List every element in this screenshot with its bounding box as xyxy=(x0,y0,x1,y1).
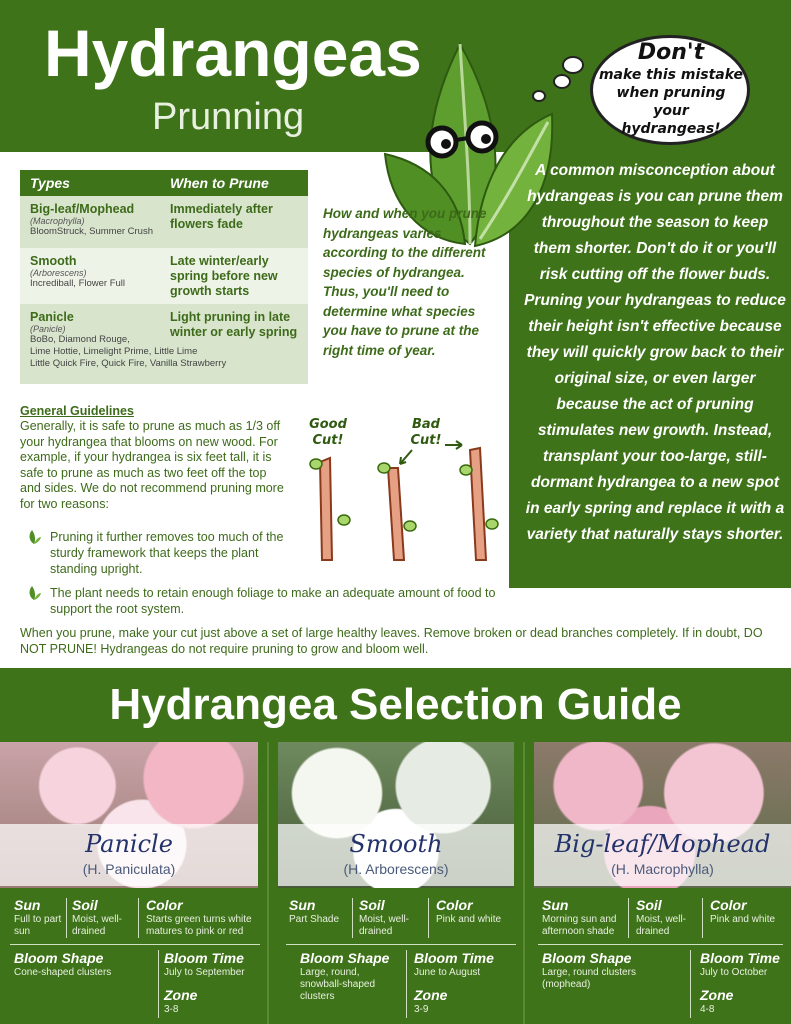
table-header-when: When to Prune xyxy=(170,175,269,191)
closing-paragraph: When you prune, make your cut just above a set of large healthy leaves. Remove broken or dead branches completely. If in doubt, DO NOT PRUNE! Hydrangeas do not require pruning to grow and bloom well. xyxy=(20,626,763,656)
bloom-shape-heading: Bloom Shape xyxy=(300,950,390,966)
zone-value: 3-8 xyxy=(164,1004,179,1015)
table-row xyxy=(20,196,308,248)
row-type-varieties: Little Quick Fire, Quick Fire, Vanilla Strawberry xyxy=(30,358,227,369)
stat-separator xyxy=(428,898,429,938)
row-type-latin: (Arborescens) xyxy=(30,268,87,278)
color-value: Pink and white xyxy=(710,914,776,925)
row-type-varieties: Incrediball, Flower Full xyxy=(30,278,126,289)
photo-label xyxy=(534,824,791,886)
sun-heading: Sun xyxy=(14,897,41,913)
column-divider xyxy=(267,742,269,1024)
row-type-latin: (Panicle) xyxy=(30,324,66,334)
soil-heading: Soil xyxy=(359,897,385,913)
guideline-bullet xyxy=(26,585,496,617)
card-scientific-name: (H. Paniculata) xyxy=(82,861,176,877)
sun-value: Part Shade xyxy=(289,914,340,925)
panicle-photo xyxy=(0,742,258,888)
stat-separator xyxy=(138,898,139,938)
card-scientific-name: (H. Macrophylla) xyxy=(611,861,714,877)
table-header xyxy=(20,170,308,196)
row-type-varieties: BloomStruck, Summer Crush xyxy=(30,226,154,237)
card-name: Panicle xyxy=(85,830,173,858)
color-heading: Color xyxy=(710,897,747,913)
mophead-photo xyxy=(534,742,791,888)
stat-separator xyxy=(538,944,783,945)
page-subtitle: Prunning xyxy=(152,96,305,138)
soil-value: Moist, well-drained xyxy=(636,914,687,937)
color-value: Pink and white xyxy=(436,914,502,925)
stat-separator xyxy=(158,950,159,1018)
leaf-bullet-icon xyxy=(26,585,42,601)
guidelines-body: Generally, it is safe to prune as much as 1/3 off your hydrangea that blooms on new wood. For example, if your hydrangea is six feet tall, it is safe to prune as much as two feet off the top and sides. We do not recommend pruning more for two reasons: xyxy=(20,419,284,511)
card-name: Smooth xyxy=(349,830,443,858)
row-type-name: Big-leaf/Mophead xyxy=(30,202,135,216)
selection-guide-title: Hydrangea Selection Guide xyxy=(109,680,682,729)
speech-bubble-text: Don't make this mistake when pruning your hydrangeas! xyxy=(598,40,744,137)
stat-separator xyxy=(690,950,691,1018)
row-when: Immediately after flowers fade xyxy=(170,202,273,231)
bloom-shape-heading: Bloom Shape xyxy=(14,950,104,966)
sun-value: Full to part sun xyxy=(14,914,62,937)
stat-separator xyxy=(352,898,353,938)
card-scientific-name: (H. Arborescens) xyxy=(343,861,449,877)
thought-dot xyxy=(553,74,571,89)
bloom-time-heading: Bloom Time xyxy=(414,950,494,966)
sun-heading: Sun xyxy=(542,897,569,913)
card-name: Big-leaf/Mophead xyxy=(554,830,771,858)
zone-heading: Zone xyxy=(414,987,448,1003)
bloom-time-heading: Bloom Time xyxy=(164,950,244,966)
misconception-text: A common misconception about hydrangeas is you can prune them throughout the season to keep them shorter. Don't do it or you'll risk cutting off the flower buds. Pruning your hydrangeas to reduce their height isn't effective because they will quickly grow back to their original size, or even larger because the act of pruning stimulates new growth. Instead, transplant your too-large, still-dormant hydrangea to a new spot in early spring and replace it with a variety that naturally stays shorter. xyxy=(524,162,786,543)
sun-value: Morning sun and afternoon shade xyxy=(542,914,617,937)
zone-heading: Zone xyxy=(164,987,198,1003)
guidelines-title: General Guidelines xyxy=(20,404,134,418)
leaf-bullet-icon xyxy=(26,529,42,545)
smooth-photo xyxy=(278,742,514,888)
stat-separator xyxy=(628,898,629,938)
table-row xyxy=(20,248,308,304)
sun-heading: Sun xyxy=(289,897,316,913)
soil-heading: Soil xyxy=(72,897,98,913)
bloom-time-heading: Bloom Time xyxy=(700,950,780,966)
bullet-text: The plant needs to retain enough foliage to make an adequate amount of food to support the root system. xyxy=(50,586,496,616)
stat-separator xyxy=(702,898,703,938)
bad-cut-label: Bad Cut! xyxy=(410,417,442,448)
bloom-time-value: June to August xyxy=(414,967,481,978)
guideline-bullet xyxy=(26,529,296,577)
stat-separator xyxy=(66,898,67,938)
soil-value: Moist, well-drained xyxy=(359,914,410,937)
page-title: Hydrangeas xyxy=(44,16,422,90)
color-heading: Color xyxy=(146,897,183,913)
table-header-types: Types xyxy=(30,175,70,191)
stat-separator xyxy=(286,944,516,945)
bloom-time-value: July to September xyxy=(164,967,245,978)
pruning-table xyxy=(20,170,308,384)
bloom-shape-value: Large, round clusters (mophead) xyxy=(542,967,636,990)
row-type-varieties: Lime Hottie, Limelight Prime, Little Lime xyxy=(30,346,198,357)
stat-separator xyxy=(406,950,407,1018)
good-cut-label: Good Cut! xyxy=(309,417,347,448)
row-type-varieties: BoBo, Diamond Rouge, xyxy=(30,334,130,345)
row-when: Late winter/early spring before new growth starts xyxy=(170,254,278,298)
photo-label xyxy=(278,824,514,886)
color-value: Starts green turns white matures to pink or red xyxy=(146,914,252,937)
row-type-name: Panicle xyxy=(30,310,74,324)
bloom-shape-heading: Bloom Shape xyxy=(542,950,632,966)
bullet-text: Pruning it further removes too much of the sturdy framework that keeps the plant standing upright. xyxy=(50,530,284,576)
species-intro-text: How and when you prune hydrangeas varies according to the different species of hydrangea. Thus, you'll need to determine what species you have to prune at the right time of year. xyxy=(323,206,487,358)
row-type-latin: (Macrophylla) xyxy=(30,216,85,226)
soil-heading: Soil xyxy=(636,897,662,913)
soil-value: Moist, well-drained xyxy=(72,914,123,937)
zone-heading: Zone xyxy=(700,987,734,1003)
row-when: Light pruning in late winter or early spring xyxy=(170,310,298,339)
bloom-shape-value: Large, round, snowball-shaped clusters xyxy=(300,967,376,1002)
zone-value: 3-9 xyxy=(414,1004,429,1015)
column-divider xyxy=(523,742,525,1024)
pruning-cuts-illustration xyxy=(300,440,505,565)
color-heading: Color xyxy=(436,897,473,913)
thought-dot xyxy=(562,56,584,74)
table-row xyxy=(20,304,308,384)
bloom-shape-value: Cone-shaped clusters xyxy=(14,967,112,978)
row-type-name: Smooth xyxy=(30,254,77,268)
photo-label xyxy=(0,824,258,886)
stat-separator xyxy=(10,944,260,945)
bloom-time-value: July to October xyxy=(700,967,768,978)
zone-value: 4-8 xyxy=(700,1004,715,1015)
thought-dot xyxy=(532,90,546,102)
